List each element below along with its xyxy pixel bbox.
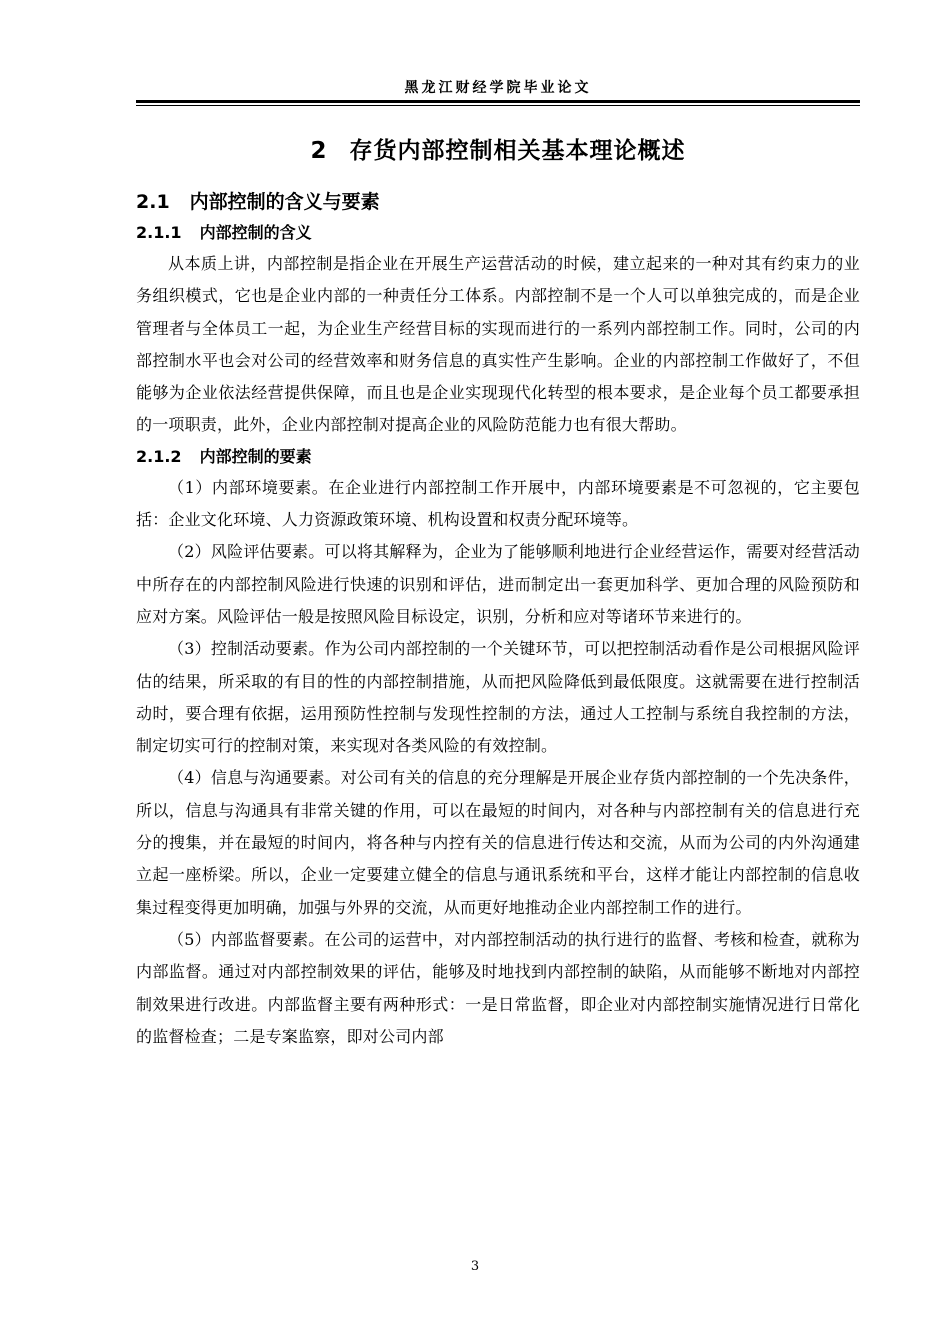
section-title-text: 内部控制的含义与要素 (189, 191, 380, 213)
header-rule-thin (136, 105, 860, 106)
section-number: 2.1 (136, 191, 170, 213)
chapter-title (136, 130, 860, 172)
subsection-title-2-1-1 (136, 218, 860, 248)
page-number: 3 (470, 1259, 480, 1274)
paragraph-element-5: （5）内部监督要素。在公司的运营中，对内部控制活动的执行进行的监督、考核和检查，就称为内部监督。通过对内部控制效果的评估，能够及时地找到内部控制的缺陷，从而能够不断地对内部控制效果进行改进。内部监督主要有两种形式：一是日常监督，即企业对内部控制实施情况进行日常化的监督检查；二是专案监察，即对公司内部 (136, 929, 860, 1046)
section-title (136, 186, 860, 218)
subsection-title-text: 内部控制的含义 (199, 223, 312, 242)
paragraph-element-3: （3）控制活动要素。作为公司内部控制的一个关键环节，可以把控制活动看作是公司根据风险评估的结果，所采取的有目的性的内部控制措施，从而把风险降低到最低限度。这就需要在进行控制活动时，要合理有依据，运用预防性控制与发现性控制的方法，通过人工控制与系统自我控制的方法，制定切实可行的控制对策，来实现对各类风险的有效控制。 (136, 639, 860, 756)
page-header: 黑龙江财经学院毕业论文 (404, 80, 592, 96)
document-body (136, 130, 860, 1053)
paragraph-definition: 从本质上讲，内部控制是指企业在开展生产运营活动的时候，建立起来的一种对其有约束力的业务组织模式，它也是企业内部的一种责任分工体系。内部控制不是一个人可以单独完成的，而是企业管理者与全体员工一起，为企业生产经营目标的实现而进行的一系列内部控制工作。同时，公司的内部控制水平也会对公司的经营效率和财务信息的真实性产生影响。企业的内部控制工作做好了，不但能够为企业依法经营提供保障，而且也是企业实现现代化转型的根本要求，是企业每个员工都要承担的一项职责，此外，企业内部控制对提高企业的风险防范能力也有很大帮助。 (136, 254, 860, 435)
paragraph-element-2: （2）风险评估要素。可以将其解释为，企业为了能够顺利地进行企业经营运作，需要对经营活动中所存在的内部控制风险进行快速的识别和评估，进而制定出一套更加科学、更加合理的风险预防和应对方案。风险评估一般是按照风险目标设定，识别，分析和应对等诸环节来进行的。 (136, 542, 860, 626)
subsection-title-2-1-2 (136, 442, 860, 472)
subsection-number: 2.1.1 (136, 223, 182, 242)
paragraph-element-4: （4）信息与沟通要素。对公司有关的信息的充分理解是开展企业存货内部控制的一个先决条件，所以，信息与沟通具有非常关键的作用，可以在最短的时间内，对各种与内部控制有关的信息进行充分的搜集，并在最短的时间内，将各种与内控有关的信息进行传达和交流，从而为公司的内外沟通建立起一座桥梁。所以，企业一定要建立健全的信息与通讯系统和平台，这样才能让内部控制的信息收集过程变得更加明确，加强与外界的交流，从而更好地推动企业内部控制工作的进行。 (136, 768, 860, 917)
paragraph-element-1: （1）内部环境要素。在企业进行内部控制工作开展中，内部环境要素是不可忽视的，它主要包括：企业文化环境、人力资源政策环境、机构设置和权责分配环境等。 (136, 477, 860, 530)
header-rule-thick (136, 100, 860, 103)
subsection-title-text: 内部控制的要素 (199, 446, 312, 466)
chapter-title-text: 存货内部控制相关基本理论概述 (349, 138, 686, 164)
subsection-number: 2.1.2 (136, 446, 182, 466)
chapter-number: 2 (310, 138, 328, 164)
